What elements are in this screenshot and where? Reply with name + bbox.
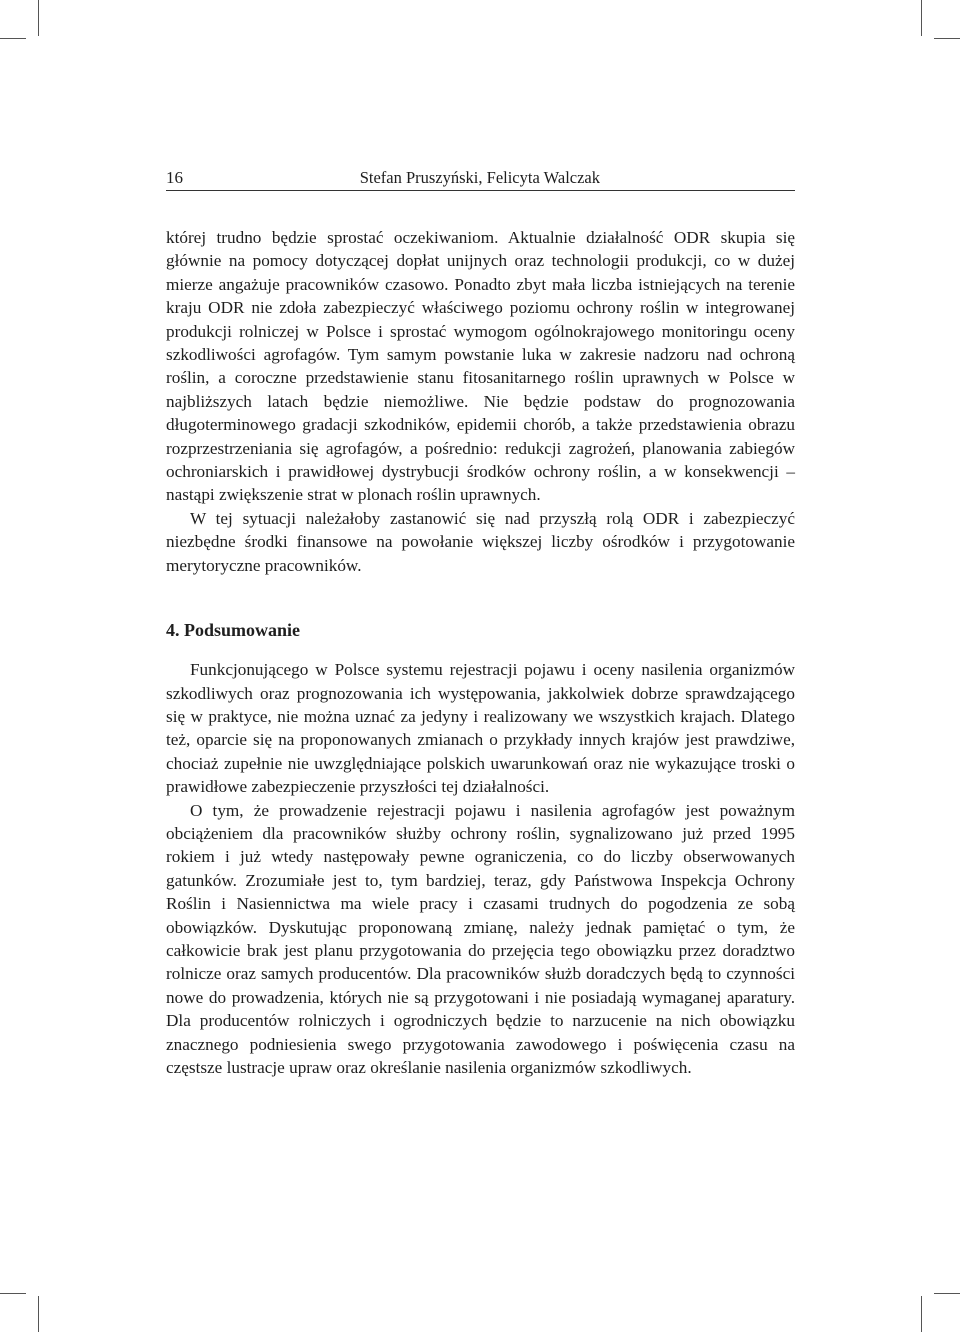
page-header (166, 166, 795, 191)
body-text (166, 226, 795, 1079)
running-head: Stefan Pruszyński, Felicyta Walczak (359, 168, 600, 187)
crop-mark (38, 1296, 39, 1332)
crop-mark (921, 1296, 922, 1332)
crop-mark (934, 38, 960, 39)
crop-mark (0, 38, 26, 39)
paragraph: W tej sytuacji należałoby zastanowić się nad przyszłą rolą ODR i zabezpieczyć niezbędne środki finansowe na powołanie większej liczby ośrodków i przygotowanie merytoryczne pracowników. (166, 508, 795, 575)
page-number: 16 (166, 168, 183, 187)
paragraph: Funkcjonującego w Polsce systemu rejestracji pojawu i oceny nasilenia organizmów szkodliwych oraz prognozowania ich występowania, jakkolwiek dobrze sprawdzającego się w praktyce, nie można uznać za jedyny i realizowany we wszystkich krajach. Dlatego też, oparcie się na proponowanych zmianach o przykłady innych krajów jest prawdziwe, chociaż zupełnie nie uwzględniające polskich uwarunkowań oraz nie wykazujące troski o prawidłowe zabezpieczenie przyszłości tej działalności. (166, 660, 795, 797)
crop-mark (0, 1293, 26, 1294)
crop-mark (38, 0, 39, 36)
crop-mark (934, 1293, 960, 1294)
crop-mark (921, 0, 922, 36)
paragraph: O tym, że prowadzenie rejestracji pojawu i nasilenia agrofagów jest poważnym obciążeniem dla pracowników służby ochrony roślin, sygnalizowano już przed 1995 rokiem i już wtedy następowały pewne ograniczenia, co do liczby obserwowanych gatunków. Zrozumiałe jest to, tym bardziej, teraz, gdy Państwowa Inspekcja Ochrony Roślin i Nasiennictwa ma wiele pracy i czasami trudnych do pogodzenia ze sobą obowiązków. Dyskutując proponowaną zmianę, należy jednak pamiętać o tym, że całkowicie brak jest planu przygotowania do przejęcia tego obowiązku przez doradztwo rolnicze oraz samych producentów. Dla pracowników służb doradczych będą to czynności nowe do prowadzenia, których nie są przygotowani i nie posiadają wymaganej aparatury. Dla producentów rolniczych i ogrodniczych będzie to narzucenie na nich obowiązku znacznego podniesienia swego przygotowania zawodowego i poświęcenia czasu na częstsze lustracje upraw oraz określanie nasilenia organizmów szkodliwych. (166, 800, 795, 1077)
paragraph: której trudno będzie sprostać oczekiwaniom. Aktualnie działalność ODR skupia się głównie na pomocy dotyczącej dopłat unijnych oraz technologii produkcji, co w dużej mierze angażuje pracowników czasowo. Ponadto zbyt mała liczba istniejących na terenie kraju ODR nie zdoła zabezpieczyć właściwego poziomu ochrony roślin w integrowanej produkcji rolniczej w Polsce i sprostać wymogom ogólnokrajowego monitoringu oceny szkodliwości agrofagów. Tym samym powstanie luka w zakresie nadzoru nad ochroną roślin, a coroczne przedstawienie stanu fitosanitarnego roślin uprawnych w Polsce w najbliższych latach będzie niemożliwe. Nie będzie podstaw do prognozowania długoterminowego gradacji szkodników, epidemii chorób, a także przedstawienia obrazu rozprzestrzeniania się agrofagów, a pośrednio: redukcji zagrożeń, planowania zabiegów ochroniarskich i prawidłowej dystrybucji środków ochrony roślin, a w konsekwencji – nastąpi zwiększenie strat w plonach roślin uprawnych. (166, 228, 795, 505)
section-heading: 4. Podsumowanie (166, 620, 301, 641)
